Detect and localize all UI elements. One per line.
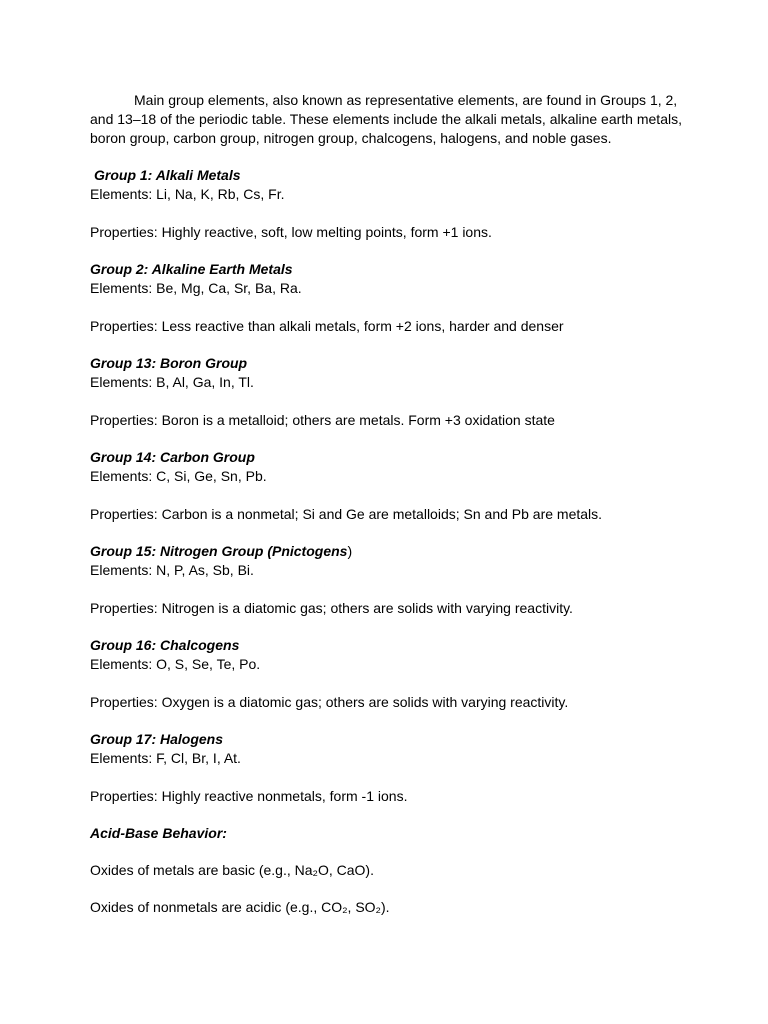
elements-line: Elements: O, S, Se, Te, Po. — [90, 656, 261, 672]
section-title: Group 17: Halogens — [90, 731, 224, 747]
section-group-15 — [90, 542, 690, 618]
section-title: Group 14: Carbon Group — [90, 449, 255, 465]
section-group-17 — [90, 730, 690, 806]
acid-base-nonmetals-line: Oxides of nonmetals are acidic (e.g., CO₂, SO₂). — [90, 899, 390, 915]
properties-line: Properties: Carbon is a nonmetal; Si and Ge are metalloids; Sn and Pb are metals. — [90, 506, 603, 522]
elements-line: Elements: C, Si, Ge, Sn, Pb. — [90, 468, 267, 484]
properties-line: Properties: Oxygen is a diatomic gas; others are solids with varying reactivity. — [90, 694, 569, 710]
section-title: Group 2: Alkaline Earth Metals — [90, 261, 293, 277]
section-title: Group 13: Boron Group — [90, 355, 248, 371]
section-title: Group 1: Alkali Metals — [94, 167, 241, 183]
properties-line: Properties: Highly reactive, soft, low melting points, form +1 ions. — [90, 224, 492, 240]
section-title: Group 16: Chalcogens — [90, 637, 240, 653]
elements-line: Elements: B, Al, Ga, In, Tl. — [90, 374, 254, 390]
properties-line: Properties: Nitrogen is a diatomic gas; others are solids with varying reactivity. — [90, 600, 573, 616]
section-title-tail: ) — [347, 543, 353, 559]
elements-line: Elements: Be, Mg, Ca, Sr, Ba, Ra. — [90, 280, 302, 296]
section-group-16 — [90, 636, 690, 712]
intro-paragraph: Main group elements, also known as representative elements, are found in Groups 1, 2, and 13–18 of the periodic table. These elements include the alkali metals, alkaline earth metals, boron group, carbon group, nitrogen group, chalcogens, halogens, and noble gases. — [90, 92, 682, 146]
section-group-1 — [90, 166, 690, 242]
document-page — [90, 91, 690, 917]
section-group-2 — [90, 260, 690, 336]
elements-line: Elements: F, Cl, Br, I, At. — [90, 750, 241, 766]
section-group-14 — [90, 448, 690, 524]
section-title — [90, 542, 690, 561]
section-title-text: Group 15: Nitrogen Group (Pnictogens — [90, 543, 348, 559]
section-group-13 — [90, 354, 690, 430]
properties-line: Properties: Less reactive than alkali metals, form +2 ions, harder and denser — [90, 318, 564, 334]
section-acid-base — [90, 824, 690, 917]
elements-line: Elements: Li, Na, K, Rb, Cs, Fr. — [90, 186, 285, 202]
acid-base-metals-line: Oxides of metals are basic (e.g., Na₂O, CaO). — [90, 862, 374, 878]
properties-line: Properties: Highly reactive nonmetals, form -1 ions. — [90, 788, 408, 804]
properties-line: Properties: Boron is a metalloid; others are metals. Form +3 oxidation state — [90, 412, 555, 428]
elements-line: Elements: N, P, As, Sb, Bi. — [90, 562, 254, 578]
section-title: Acid-Base Behavior: — [90, 825, 227, 841]
